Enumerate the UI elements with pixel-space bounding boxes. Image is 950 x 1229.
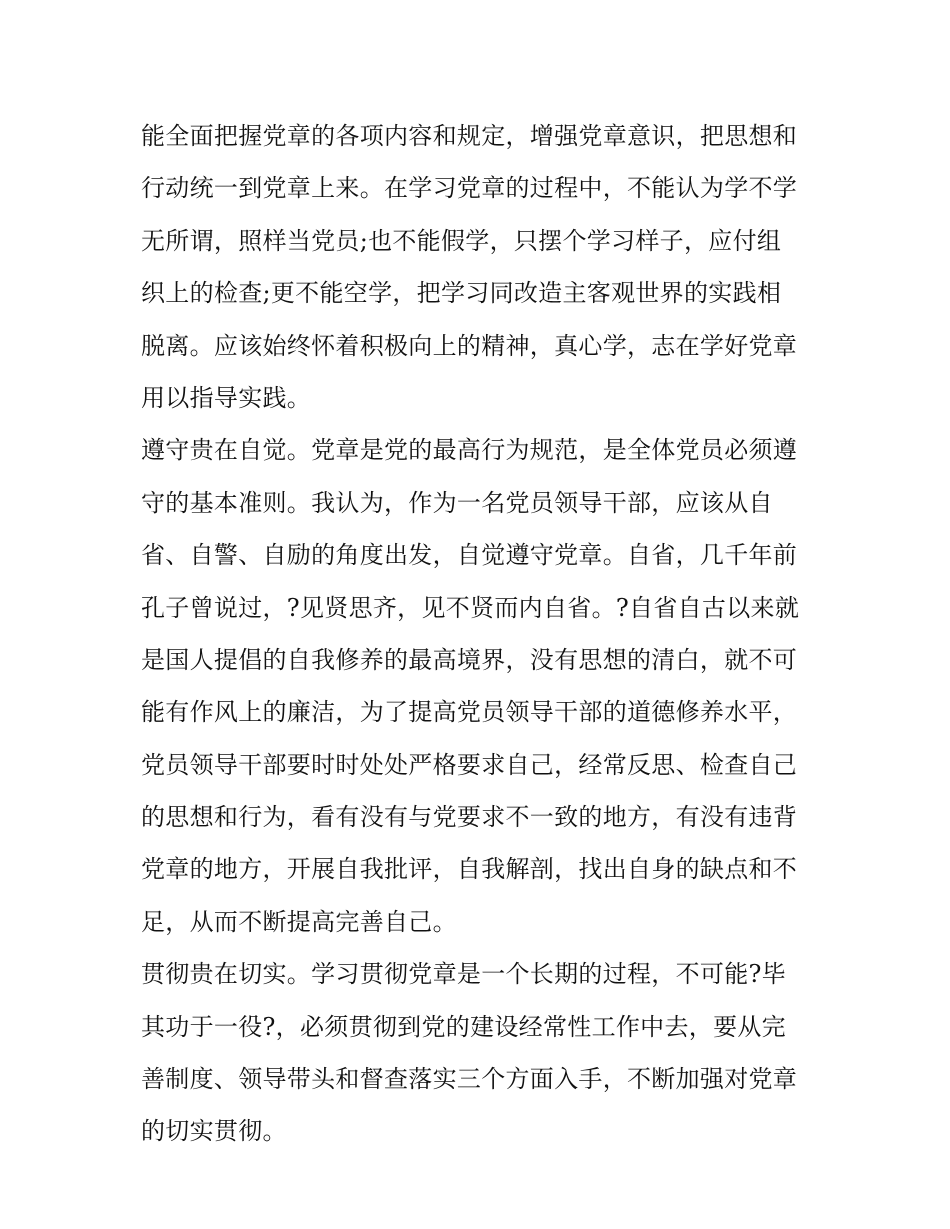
text-line: 守的基本准则。我认为，作为一名党员领导干部，应该从自 — [141, 488, 773, 517]
paragraph-implementation — [141, 948, 821, 1158]
text-line: 能全面把握党章的各项内容和规定，增强党章意识，把思想和 — [141, 122, 798, 150]
text-line: 的切实贯彻。 — [141, 1117, 287, 1146]
text-line: 行动统一到党章上来。在学习党章的过程中，不能认为学不学 — [141, 174, 798, 203]
text-line: 党章的地方，开展自我批评，自我解剖，找出自身的缺点和不 — [141, 855, 798, 884]
text-line: 织上的检查;更不能空学，把学习同改造主客观世界的实践相 — [141, 279, 782, 308]
text-line: 党员领导干部要时时处处严格要求自己，经常反思、检查自己 — [141, 750, 798, 779]
text-line: 足，从而不断提高完善自己。 — [141, 907, 457, 936]
text-line: 能有作风上的廉洁，为了提高党员领导干部的道德修养水平， — [141, 698, 798, 727]
document-body — [141, 110, 821, 1158]
text-line: 善制度、领导带头和督查落实三个方面入手，不断加强对党章 — [141, 1065, 798, 1094]
text-line: 无所谓，照样当党员;也不能假学，只摆个学习样子，应付组 — [141, 226, 782, 255]
text-line: 省、自警、自励的角度出发，自觉遵守党章。自省，几千年前 — [141, 541, 798, 570]
text-line: 遵守贵在自觉。党章是党的最高行为规范，是全体党员必须遵 — [141, 436, 798, 465]
paragraph-study — [141, 110, 821, 424]
text-line: 是国人提倡的自我修养的最高境界，没有思想的清白，就不可 — [141, 645, 798, 674]
text-line: 脱离。应该始终怀着积极向上的精神，真心学，志在学好党章 — [141, 331, 798, 360]
text-line: 孔子曾说过，?见贤思齐，见不贤而内自省。?自省自古以来就 — [141, 593, 800, 622]
text-line: 的思想和行为，看有没有与党要求不一致的地方，有没有违背 — [141, 803, 798, 832]
paragraph-compliance — [141, 424, 821, 948]
text-line: 用以指导实践。 — [141, 383, 312, 412]
text-line: 贯彻贵在切实。学习贯彻党章是一个长期的过程，不可能?毕 — [141, 960, 786, 989]
text-line: 其功于一役?，必须贯彻到党的建设经常性工作中去，要从完 — [141, 1012, 786, 1041]
